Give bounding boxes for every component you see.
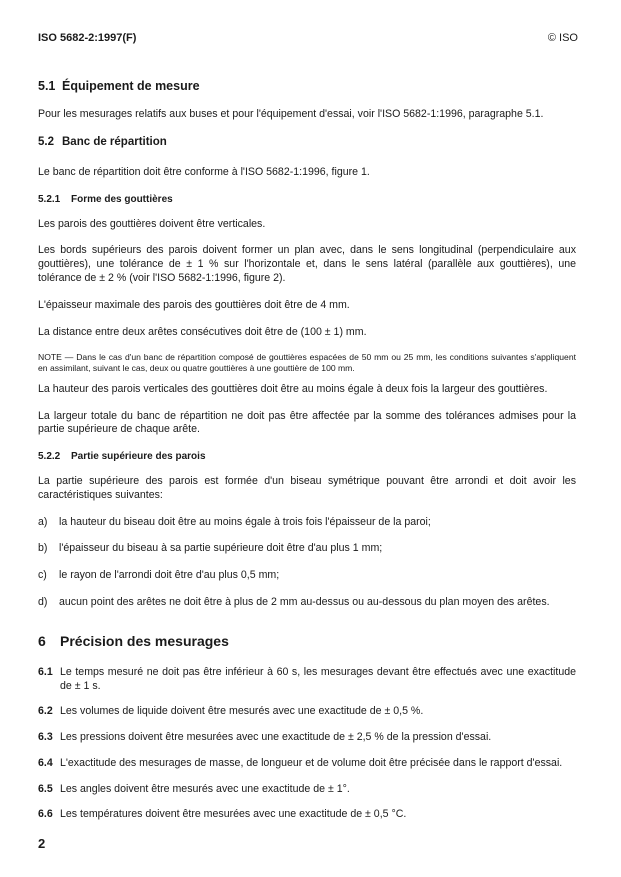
- clause-number: 6.1: [38, 665, 53, 678]
- clause-number: 6.3: [38, 731, 53, 744]
- list-label: c): [38, 569, 47, 582]
- list-label: a): [38, 515, 48, 528]
- clause-text: Le temps mesuré ne doit pas être inférieur à 60 s, les mesurages devant être effectués avec une exactitude de ± 1 s.: [60, 665, 576, 692]
- paragraph: La largeur totale du banc de répartition ne doit pas être affectée par la somme des tolérances admises pour la partie supérieure de chaque arête.: [38, 409, 576, 436]
- paragraph: Le banc de répartition doit être conforme à l'ISO 5682-1:1996, figure 1.: [38, 165, 370, 178]
- list-text: la hauteur du biseau doit être au moins égale à trois fois l'épaisseur de la paroi;: [59, 515, 431, 528]
- paragraph: L'épaisseur maximale des parois des gouttières doit être de 4 mm.: [38, 298, 350, 311]
- clause-number: 6.2: [38, 705, 53, 718]
- copyright: © ISO: [547, 32, 578, 44]
- note: NOTE — Dans le cas d'un banc de répartition composé de gouttières espacées de 50 mm ou 25 mm, les conditions suivantes s'appliquent en assimilant, suivant le cas, deux ou quatre gouttières à une gouttière de 100 mm.: [38, 352, 576, 374]
- paragraph: La hauteur des parois verticales des gouttières doit être au moins égale à deux fois la largeur des gouttières.: [38, 382, 548, 395]
- clause-text: Les températures doivent être mesurées avec une exactitude de ± 0,5 °C.: [60, 808, 407, 821]
- section-title: Partie supérieure des parois: [71, 451, 206, 463]
- list-text: l'épaisseur du biseau à sa partie supérieure doit être d'au plus 1 mm;: [59, 542, 383, 555]
- list-label: d): [38, 595, 48, 608]
- section-number: 5.2.2: [38, 451, 61, 463]
- clause-text: Les volumes de liquide doivent être mesurés avec une exactitude de ± 0,5 %.: [60, 705, 424, 718]
- list-item: [38, 516, 576, 530]
- paragraph: Les parois des gouttières doivent être verticales.: [38, 217, 266, 230]
- list-text: aucun point des arêtes ne doit être à plus de 2 mm au-dessus ou au-dessous du plan moyen des arêtes.: [59, 595, 550, 608]
- list-item: [38, 757, 576, 771]
- list-item: [38, 596, 576, 610]
- paragraph: La distance entre deux arêtes consécutives doit être de (100 ± 1) mm.: [38, 325, 367, 338]
- list-label: b): [38, 542, 48, 555]
- clause-number: 6.6: [38, 808, 53, 821]
- main-content: [38, 72, 576, 834]
- list-text: le rayon de l'arrondi doit être d'au plus 0,5 mm;: [59, 569, 280, 582]
- section-5-2-2-heading: [38, 450, 576, 463]
- clause-text: Les pressions doivent être mesurées avec une exactitude de ± 2,5 % de la pression d'essai.: [60, 731, 492, 744]
- section-number: 5.1: [38, 79, 56, 93]
- section-title: Banc de répartition: [62, 136, 167, 149]
- list-item: [38, 666, 576, 694]
- page-number: 2: [38, 836, 46, 851]
- section-title: Équipement de mesure: [62, 79, 200, 93]
- section-number: 5.2.1: [38, 193, 61, 205]
- section-5-1-heading: [38, 78, 576, 94]
- clause-text: L'exactitude des mesurages de masse, de longueur et de volume doit être précisée dans le rapport d'essai.: [60, 756, 563, 769]
- paragraph: Les bords supérieurs des parois doivent former un plan avec, dans le sens longitudinal (perpendiculaire aux gouttières), une tolérance de ± 1 % sur l'horizontale et, dans le sens latéral (parallèle aux gouttières), une tolérance de ± 2 % (voir l'ISO 5682-1:1996, figure 2).: [38, 244, 576, 285]
- section-number: 5.2: [38, 136, 54, 149]
- standard-id: ISO 5682-2:1997(F): [38, 32, 137, 44]
- section-5-2-heading: [38, 135, 576, 150]
- clause-number: 6.5: [38, 782, 53, 795]
- clause-number: 6.4: [38, 756, 53, 769]
- section-6-heading: [38, 632, 576, 650]
- section-5-2-1-heading: [38, 193, 576, 206]
- section-title: Précision des mesurages: [60, 632, 229, 649]
- list-item: [38, 542, 576, 556]
- clause-text: Les angles doivent être mesurés avec une exactitude de ± 1°.: [60, 782, 350, 795]
- list-item: [38, 731, 576, 745]
- list-item: [38, 808, 576, 822]
- section-title: Forme des gouttières: [71, 193, 173, 205]
- list-item: [38, 783, 576, 797]
- list-item: [38, 705, 576, 719]
- list-item: [38, 569, 576, 583]
- paragraph: La partie supérieure des parois est formée d'un biseau symétrique pouvant être arrondi et doit avoir les caractéristiques suivantes:: [38, 475, 576, 501]
- section-number: 6: [38, 632, 46, 649]
- paragraph: Pour les mesurages relatifs aux buses et pour l'équipement d'essai, voir l'ISO 5682-1:1996, paragraphe 5.1.: [38, 108, 544, 121]
